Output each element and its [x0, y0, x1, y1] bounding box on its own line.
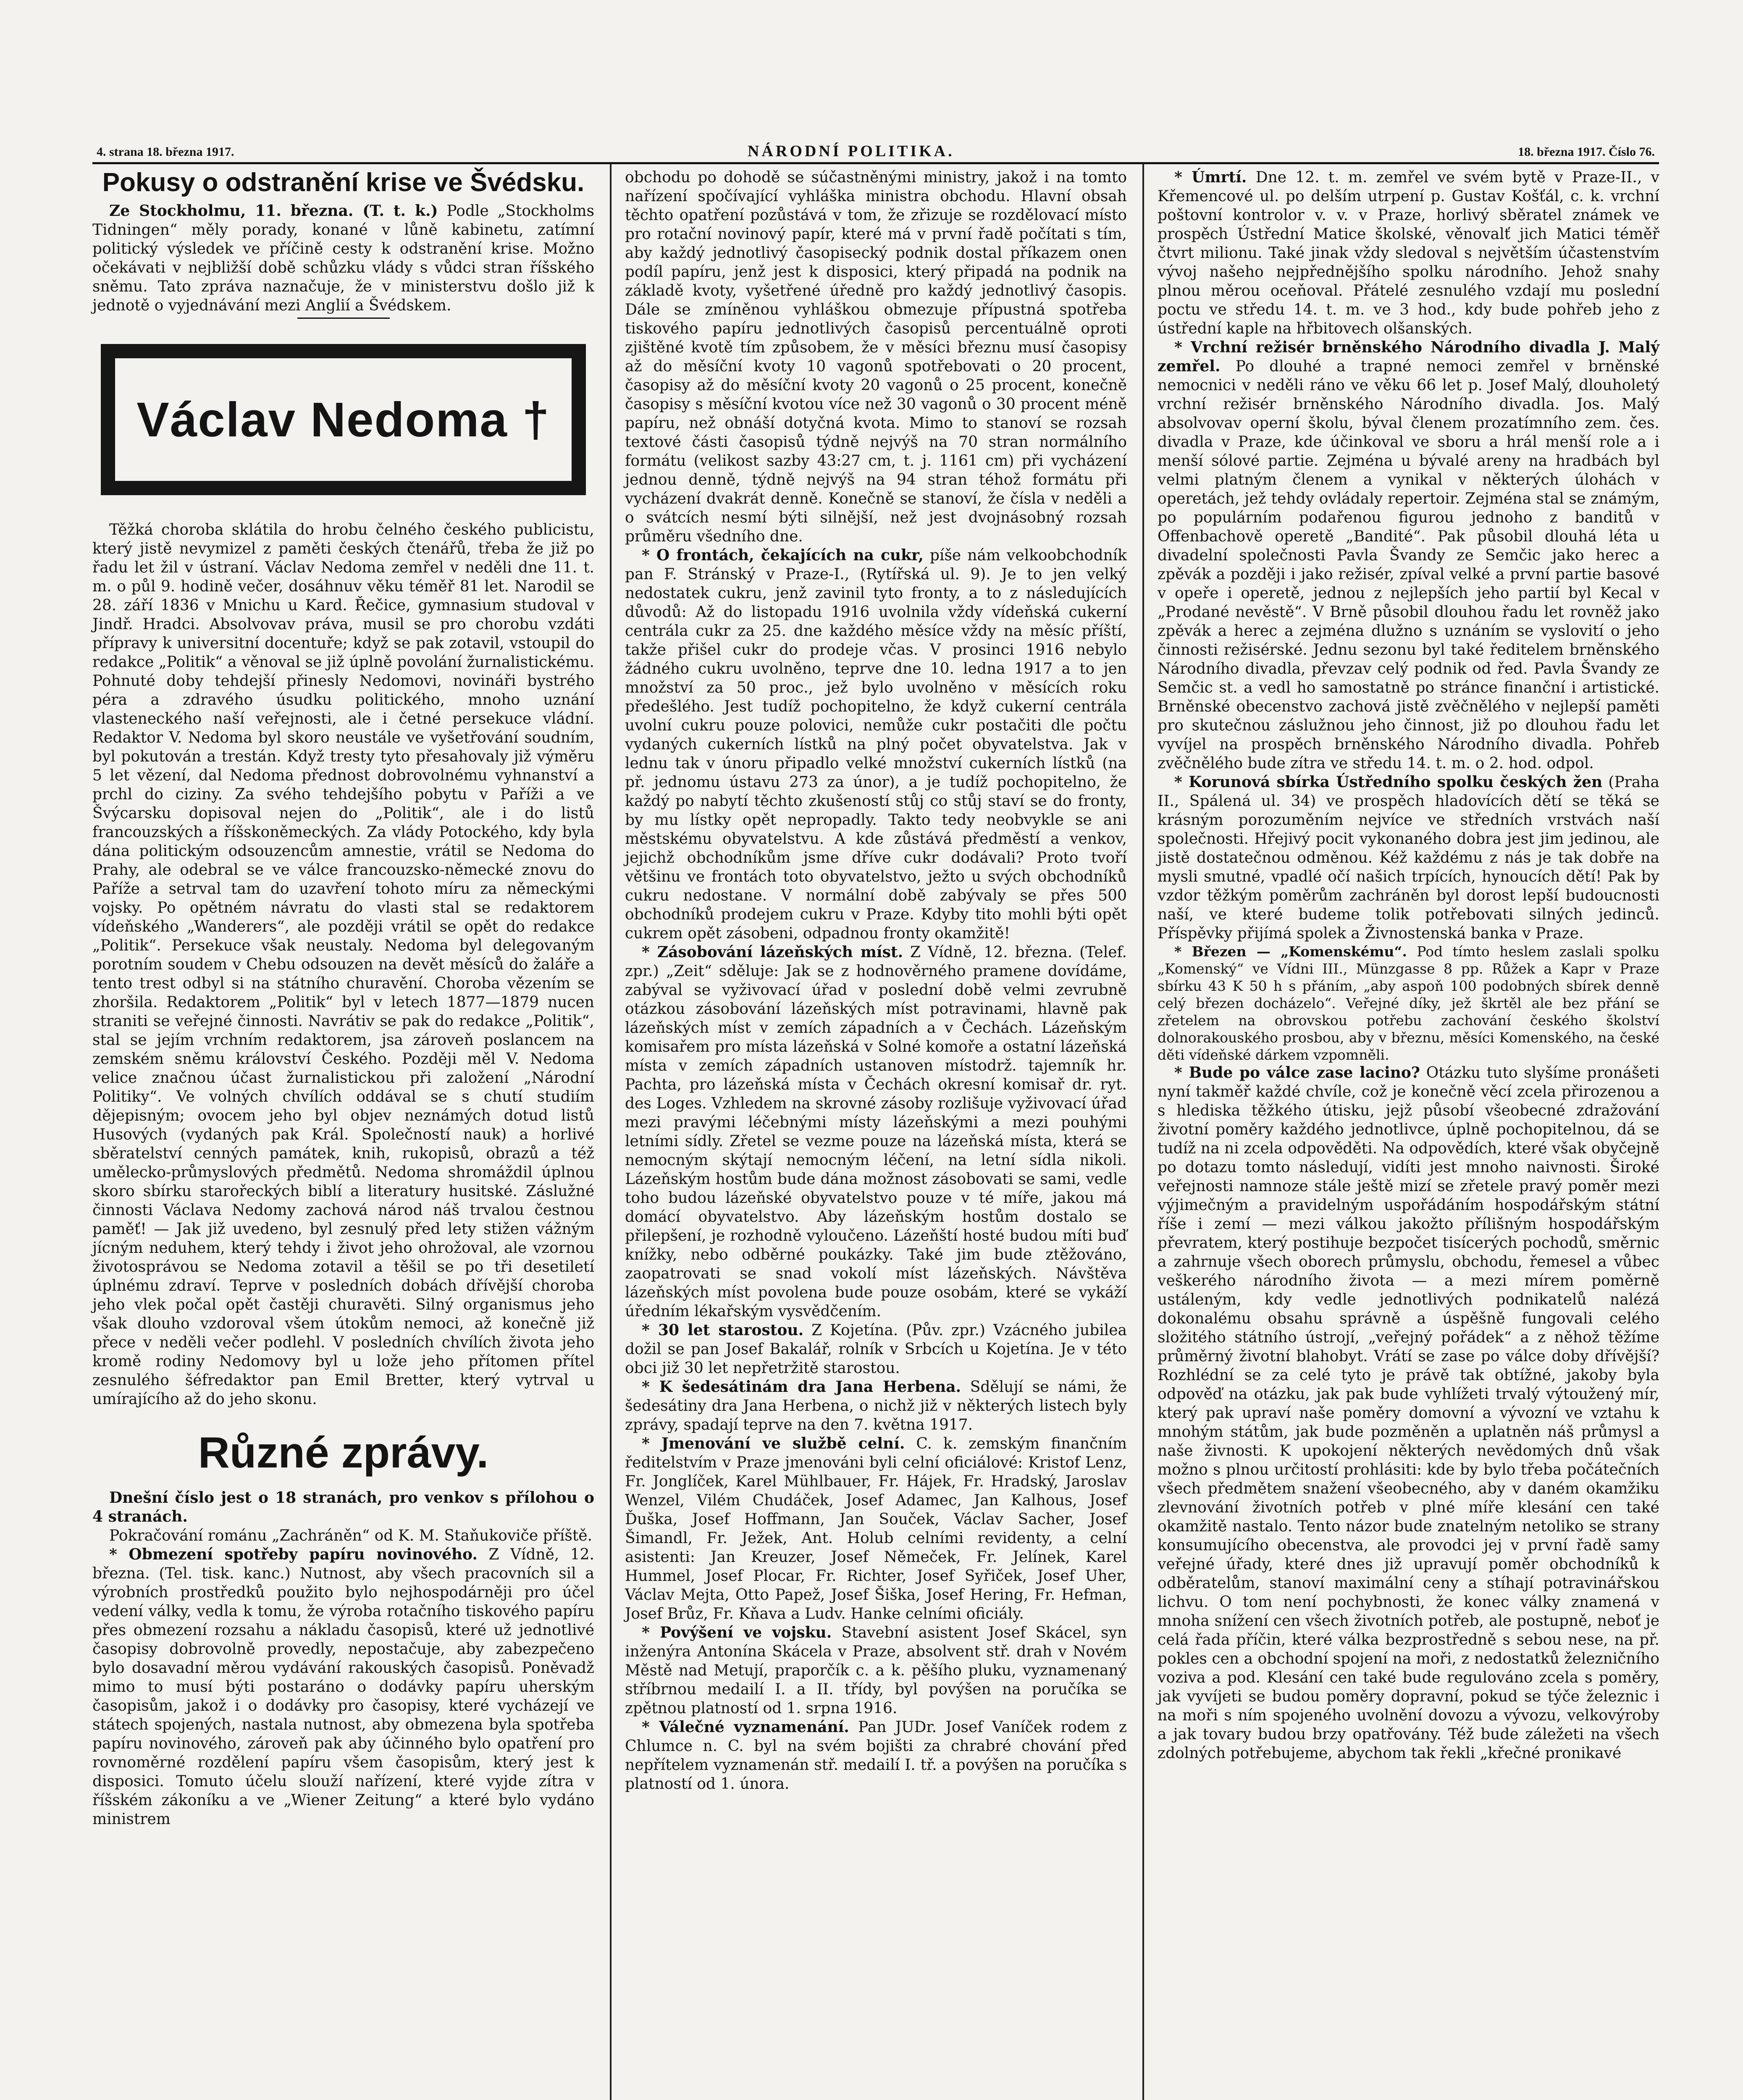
article-title: * Obmezení spotřeby papíru novinového.	[109, 1546, 478, 1563]
dateline: Ze Stockholmu, 11. března. (T. t. k.)	[109, 202, 438, 220]
article-text: Po dlouhé a trapné nemoci zemřel v brněnské nemocnici v neděli ráno ve věku 66 let p. Josef Malý, dlouholetý vrchní režisér brněnského Národního divadla. Jos. Malý absolvovav operní školu, býval členem prozatímního zem. čes. divadla v Praze, kde účinkoval ve sboru a hrál menší role a i menší sólové partie. Zejména u bývalé areny na hradbách byl velmi platným členem a vynikal v některých úlohách v operetách, jež tehdy ovládaly repertoir. Zejména stal se známým, po populárním podařenou figurou jednoho z banditů v Offenbachově operetě „Bandité“. Pak působil dlouhá léta u divadelní společnosti Pavla Švandy ze Semčic jako herec a zpěvák a později i jako režisér, zpíval velké a první partie basové v opeře i operetě, jednou z nejlepších jeho partií byl Kecal v „Prodané nevěstě“. V Brně působil dlouhou řadu let rovněž jako zpěvák a herec a zejména dlužno s uznáním se vyslovití o jeho činnosti režisérské. Jednu sezonu byl také ředitelem brněnského Národního divadla, převzav celý podnik od řed. Pavla Švandy ze Semčic st. a vedl ho samostatně po stránce finanční i artistické. Brněnské obecenstvo zachová jistě zvěčnělého v nejlepší paměti pro skutečnou záslužnou jeho činnost, již po dlouhou řadu let vyvíjel na prospěch brněnského Národního divadla. Pohřeb zvěčnělého bude zítra ve středu 14. t. m. o 2. hod. odpol.	[1158, 358, 1659, 772]
article-title: * Zásobování lázeňských míst.	[642, 943, 903, 961]
page-number-date: 4. strana 18. března 1917.	[97, 145, 234, 159]
article-headline: Pokusy o odstranění krise ve Švédsku.	[102, 168, 585, 197]
article-text: Stavební asistent Josef Skácel, syn inženýra Antonína Skácela v Praze, absolvent stř. drah v Novém Městě nad Metují, praporčík c. a k. pěšího pluku, vyznamenaný stříbrnou medailí I. a II. třídy, byl povýšen na poručíka se zpětnou platností od 1. srpna 1916.	[625, 1624, 1127, 1717]
article-paragraph	[1158, 773, 1659, 943]
article-text: Z Vídně, 12. března. (Tel. tisk. kanc.) Nutnost, aby všech pracovních sil a výrobních prostředků použito bylo nejhospodárněji pro účel vedení války, vedla k tomu, že výroba rotačního tiskového papíru přes obmezení rozsahu a nákladu časopisů, které už jednotlivé časopisy dobrovolně provedly, nepostačuje, aby zabezpečeno bylo dosavadní měrou vydávání rakouských časopisů. Poněvadž mimo to musí býti postaráno o dodávky papíru uherským časopisům, jakož i o dodávky pro časopisy, které vycházejí ve státech spojených, nastala nutnost, aby obmezena byla spotřeba papíru novinového, zároveň pak aby účinného bylo opatření pro rovnoměrné rozdělení papíru všem časopisům, který jest k disposici. Tomuto účelu slouží nařízení, které vyjde zítra v říšském zákoníku a ve „Wiener Zeitung“ a které bylo vydáno ministrem	[92, 1546, 594, 1828]
column-3	[1158, 168, 1659, 1763]
column-divider	[610, 164, 612, 2100]
article-title: * Úmrtí.	[1174, 168, 1247, 186]
article-text: Pod tímto heslem zaslali spolku „Komenský“ ve Vídni III., Münzgasse 8 pp. Růžek a Kapr v Praze sbírku 43 K 50 h s přáním, „aby aspoň 100 podobných sbírek denně celý březen docházelo“. Veřejné díky, jež škrtěl ale bez přání se zřetelem na obrovskou potřebu zachování českého školství dolnorakouského prosbou, aby v březnu, měsíci Komenského, na české děti vídeňské dárkem vzpomněli.	[1158, 943, 1659, 1063]
article-text: Z Vídně, 12. března. (Telef. zpr.) „Zeit“ sděluje: Jak se z hodnověrného pramene dovídáme, zabýval se vyživovací úřad v poslední době velmi zevrubně otázkou zásobování lázeňských míst potravinami, hlavně pak lázeňských míst v zemích západních a v Čechách. Lázeňským komisařem pro místa lázeňská v Solné komoře a ostatní lázeňská místa v zemích západních ustanoven místodrž. tajemník hr. Pachta, pro lázeňská místa v Čechách okresní komisař dr. ryt. des Loges. Vzhledem na skrovné zásoby rozlišuje vyživovací úřad mezi pravými léčebnými místy lázeňskými a mezi pouhými letními sídly. Zřetel se vezme pouze na lázeňská místa, která se nemocným skýtají nemocným léčení, na letní sídla nikoli. Lázeňským hostům bude dána možnost zásobovati se sami, vedle toho budou lázeňské obyvatelstvo pouze v té míře, jakou má domácí obyvatelstvo. Aby lázeňským hostům dostalo se přilepšení, je rozhodně vyloučeno. Lázeňští hosté budou míti buď knížky, nebo odběrné poukázky. Také jim bude ztěžováno, zaopatrovati se snad vokolí míst lázeňských. Návštěva lázeňských míst povolena bude pouze osobám, které se vykáží úředním lékařským vysvědčením.	[625, 944, 1127, 1320]
article-title: * Povýšení ve vojsku.	[642, 1624, 832, 1641]
article-paragraph	[625, 943, 1127, 1321]
article-text: Sdělují se námi, že šedesátiny dra Jana Herbena, o nichž již v některých listech byly zprávy, spadají teprve na den 7. května 1917.	[625, 1378, 1127, 1433]
article-paragraph	[1158, 1063, 1659, 1763]
newspaper-page	[92, 126, 1659, 2100]
article-paragraph	[625, 1378, 1127, 1434]
article-title: * Válečné vyznamenání.	[642, 1718, 849, 1736]
article-text: píše nám velkoobchodník pan F. Stránský v Praze-I., (Rytířská ul. 9). Je to jen velký nedostatek cukru, jenž zavinil tyto fronty, a to z následujících důvodů: Až do listopadu 1916 uvolnila vždy vídeňská cukerní centrála cukr za 25. dne každého měsíce vždy na měsíc příští, takže přišel cukr do prodeje včas. V prosinci 1916 nebylo žádného cukru uvolněno, teprve dne 10. ledna 1917 a to jen množství za 50 proc., jež bylo uvolněno v měsících roku předešlého. Jest tudíž pochopitelno, že když cukerní centrála uvolní cukru pouze polovici, nemůže cukr postačiti dle počtu vydaných cukerních lístků na plný počet obyvatelstva. Jak v lednu tak v únoru připadlo velké množství cukerních lístků (na př. jednomu ústavu 273 za únor), a je tudíž pochopitelno, že každý po nabytí těchto zkušeností stůj co stůj staví se do fronty, by mu lístky opět nepropadly. Takto tedy neobvykle se ani městskému obyvatelstvu. A kde zůstává předměstí a venkov, jejichž obchodníkům jsme dříve cukr dodávali? Proto tvoří většinu ve frontách toto obyvatelstvo, ježto u svých obchodníků cukru nedostane. V normální době zabývaly se přes 500 obchodníků prodejem cukru v Praze. Kdyby tito mohli býti opět cukrem opět zásobeni, odpadnou fronty okamžitě!	[625, 547, 1127, 942]
article-paragraph	[625, 1718, 1127, 1793]
separator-rule	[297, 318, 390, 319]
article-paragraph	[92, 202, 594, 315]
article-title: * Vrchní režisér brněnského Národního divadla J. Malý zemřel.	[1158, 339, 1659, 375]
column-2	[625, 168, 1127, 1793]
column-1	[92, 168, 594, 1829]
issue-notice: Dnešní číslo jest o 18 stranách, pro venkov s přílohou o 4 stranách.	[92, 1489, 594, 1525]
section-title: Různé zprávy.	[198, 1428, 489, 1477]
article-text: Dne 12. t. m. zemřel ve svém bytě v Praze-II., v Křemencové ul. po delším utrpení p. Gustav Košťál, c. k. vrchní poštovní kontrolor v. v. v Praze, horlivý sběratel známek ve prospěch Ústřední Matice školské, věnovalť jich Matici téměř čtvrt milionu. Také jinak vždy sledoval s největším účastenstvím vývoj našeho nejpřednějšího spolku národního. Jehož snahy plnou měrou oceňoval. Přátelé zesnulého vzdají mu poslední poctu ve středu 14. t. m. ve 3 hod., kdy bude pohřeb jeho z ústřední kaple na hřbitovech olšanských.	[1158, 169, 1659, 337]
article-paragraph	[1158, 338, 1659, 773]
article-text: Z Kojetína. (Pův. zpr.) Vzácného jubilea dožil se pan Josef Bakalář, rolník v Srbcích u Kojetína. Je v této obci již 30 let nepřetržitě starostou.	[625, 1322, 1127, 1377]
header-rule	[92, 162, 1659, 164]
article-title: * Bude po válce zase lacino?	[1174, 1064, 1420, 1082]
page-header	[92, 139, 1659, 164]
article-paragraph	[625, 546, 1127, 943]
article-text: Otázku tuto slyšíme pronášeti nyní takměř každé chvíle, což je konečně věcí zcela přirozenou a s hlediska těžkého útisku, jejž působí všeobecné zdražování životní poměry každého jednotlivce, úplně pochopitelnou, dá se tudíž na ni zcela odpověděti. Na odpovědích, které však obyčejně po dotazu tomto následují, vidíti jest mnoho naivnosti. Široké veřejnosti namnoze stále ještě mizí se zřetele pravý poměr mezi výjimečným a pravidelným uspořádáním hospodářským státní říše i zemí — mezi válkou jakožto přílišným hospodářským převratem, který postihuje bezpočet tisícerých pochodů, směrnic a zahrnuje všech oborech průmyslu, obchodu, řemesel a vůbec veškerého národního života — a mezi mírem poměrně ustáleným, kdy vedle jednotlivých podnikatelů nalézá dokonalému obsahu správně a úspěšně fungovali celého složitého státního ústrojí, „veřejný pořádek“ a z něhož těžíme průměrný životní blahobyt. Vrátí se zase po válce doby dřívější? Rozhlédní se za celé tyto je právě tak obtížné, jakoby byla odpověď na otázku, jak pak bude vyhlížeti trvalý výtoužený mír, který pak upraví naše poměry domovní a vývozní ve vztahu k mnohým státům, jak bude pozměněn a uplatněn náš průmysl a naše živnosti. K upokojení některých nevědomých dnů však možno s plnou určitostí prohlásiti: kde by bylo třeba počátečních všech předmětem snažení všeobecného, aby v daném okamžiku zlevnování životních potřeb v plné míře klesání cen také okamžitě nastalo. Tento názor bude znatelným netoliko se strany konsumujícího obecenstva, ale provodci jej v první řadě samy veřejné úřady, které dnes již upravují poměr obchodníků k odběratelům, stanoví maximální ceny a stíhají potravinářskou lichvu. O tom není pochybnosti, že konec války znamená v mnoha snížení cen všech životních potřeb, ale postupně, neboť je celá řada příčin, které válka bezprostředně s sebou nese, na př. pokles cen a obchodní spojení na moři, z nedostatků železničního voziva a pod. Klesání cen také bude regulováno zcela s poměry, jak vyvíjeti se budou poměry dopravní, pokud se týče železnic i na moři s ním spojeného uvolnění dovozu a vývozu, velkovýroby a jak tovary budou brzy opatřovány. Též bude záležeti na všech zdolných potřebujeme, abychom tak řekli „křečné pronikavé	[1158, 1064, 1659, 1762]
issue-date-number: 18. března 1917. Číslo 76.	[1518, 145, 1655, 159]
article-paragraph	[1158, 943, 1659, 1063]
obituary-title: Václav Nedoma †	[136, 392, 550, 447]
article-title: * K šedesátinám dra Jana Herbena.	[642, 1378, 961, 1396]
article-paragraph	[1158, 168, 1659, 338]
article-title: * O frontách, čekajících na cukr,	[642, 546, 924, 564]
article-paragraph	[625, 1321, 1127, 1378]
article-continuation: obchodu po dohodě se súčastněnými ministry, jakož i na tomto nařízení spočívající vyhláška ministra obchodu. Hlavní obsah těchto opatření pozůstává v tom, že zřizuje se rozdělovací místo pro rotační novinový papír, které má v první řadě počítati s tím, aby každý jednotlivý časopisecký podnik dostal příkazem onen podíl papíru, jenž jest k disposici, který připadá na podnik na základě kvoty, vyšetřené úředně pro každý jednotlivý časopis. Dále se zmíněnou vyhláškou obmezuje přípustná spotřeba tiskového papíru jednotlivých časopisů percentuálně oproti zjištěné kvotě tím způsobem, že v měsíci březnu musí časopisy až do měsíční kvoty 10 vagonů spotřebovati o 20 procent, časopisy až do měsíční kvoty 20 vagonů o 25 procent, konečně časopisy s měsíční kvotou více než 30 vagonů o 30 procent méně papíru, než obnáší dotyčná kvota. Mimo to stanoví se rozsah textové části časopisů týdně nejvýš na 70 stran normálního formátu (velikost sazby 43:27 cm, t. j. 1161 cm) při vycházení jednou denně, týdně nejvýš na 94 stran téhož formátu při vycházení dvakrát denně. Konečně se stanoví, že čísla v neděli a o svátcích nesmí býti silnější, než jest dvojnásobný rozsah průměru všedního dne.	[625, 169, 1127, 545]
article-text: (Praha II., Spálená ul. 34) ve prospěch hladovících dětí se těká se krásným porozuměním nejvíce ve středních vrstvách naší společnosti. Hřejivý pocit vykonaného dobra jest jim jedinou, ale jistě dostatečnou odměnou. Kéž každému z nás je tak dobře na mysli smutné, vpadlé očí našich trpících, hynoucích dětí! Pak by vzdor těžkým poměrům zachráněn byl dorost lepší budoucnosti naší, ve které budeme tolik potřebovati silných jedinců. Příspěvky přijímá spolek a Živnostenská banka v Praze.	[1158, 774, 1659, 942]
article-paragraph	[92, 1545, 594, 1829]
obituary-text: Těžká choroba sklátila do hrobu čelného českého publicistu, který jistě nevymizel z paměti českých čtenářů, třeba že již po řadu let žil v ústraní. Václav Nedoma zemřel v neděli dne 11. t. m. o půl 9. hodině večer, dosáhnuv věku téměř 81 let. Narodil se 28. září 1836 v Mnichu u Kard. Řečice, gymnasium studoval v Jindř. Hradci. Absolvovav práva, musil se pro chorobu vzdáti přípravy k universitní docentuře; když se pak zotavil, vstoupil do redakce „Politik“ a věnoval se již úplně povolání žurnalistickému. Pohnuté doby tehdejší přinesly Nedomovi, novináři bystrého péra a zdravého úsudku politického, mnoho uznání vlasteneckého naší veřejnosti, ale i četné persekuce vládní. Redaktor V. Nedoma byl skoro neustále ve vyšetřování soudním, byl pokutován a trestán. Když tresty tyto přesahovaly již výměru 5 let vězení, dal Nedoma přednost dobrovolnému vyhnanství a prchl do ciziny. Za svého tehdejšího pobytu v Paříži a ve Švýcarsku dopisoval nejen do „Politik“, ale i do listů francouzských a říšskoněmeckých. Za vlády Potockého, kdy byla dána politickým odsouzencům amnestie, vrátil se Nedoma do Prahy, ale odebral se ve válce francouzsko-německé znovu do Paříže a setrval tam do uzavření tohoto míru za německými vojsky. Po opětném návratu do vlasti stal se redaktorem vídeňského „Wanderers“, ale později vrátil se opět do redakce „Politik“. Persekuce však neustaly. Nedoma byl delegovaným porotním soudem v Chebu odsouzen na devět měsíců do žaláře a tento trest odbyl si na státního churavění. Choroba vězením se zhoršila. Redaktorem „Politik“ byl v letech 1877—1879 nucen straniti se veřejné činnosti. Navrátiv se pak do redakce „Politik“, stal se jejím vrchním redaktorem, jsa zároveň poslancem na zemském sněmu království Českého. Později měl V. Nedoma velice značnou účast žurnalistickou při založení „Národní Politiky“. Ve volných chvílích oddával se s chutí studiím dějepisným; ovocem jeho byl objev neznámých dotud listů Husových (vydaných pak Král. Společností nauk) a horlivé sběratelství cenných památek, knih, rukopisů, obrazů a též umělecko-průmyslových předmětů. Nedoma shromáždil úplnou skoro sbírku starořeckých biblí a literatury husitské. Záslužné činnosti Václava Nedomy zachová národ náš trvalou čestnou paměť! — Jak již uvedeno, byl zesnulý před lety stižen vážným jícným neduhem, který tehdy i život jeho ohrožoval, ale vzornou životosprávou se Nedoma zotavil a těšil se po tři desetiletí úplnému zdraví. Teprve v posledních dobách dřívější choroba jeho vlek počal opět častěji churavěti. Silný organismus jeho však dlouho vzdoroval všem útokům nemoci, až konečně již přece v neděli večer podlehl. V posledních chvílích života jeho kromě rodiny Nedomovy byl u lože jeho přítomen přítel zesnulého šéfredaktor pan Emil Bretter, který vytrval u umírajícího až do jeho skonu.	[92, 521, 594, 1408]
article-text: Pan JUDr. Josef Vaníček rodem z Chlumce n. C. byl na svém bojišti za chrabré chování před nepřítelem vyznamenán stř. medailí I. tř. a povýšen na poručíka s platností od 1. února.	[625, 1719, 1127, 1793]
article-text: Podle „Stockholms Tidningen“ měly porady, konané v lůně kabinetu, zatímní politický výsledek ve příčině cesty k odstranění krise. Možno očekávati v nejbližší době schůzku vlády s vůdci stran říšského sněmu. Tato zpráva naznačuje, že v ministerstvu došlo již k jednotě o vyjednávání mezi Anglií a Švédskem.	[92, 202, 594, 314]
novel-note: Pokračování románu „Zachráněn“ od K. M. Staňukoviče příště.	[109, 1527, 593, 1544]
article-title: * Korunová sbírka Ústředního spolku českých žen	[1174, 773, 1603, 791]
column-divider	[1142, 164, 1144, 2100]
article-paragraph	[625, 1434, 1127, 1623]
article-text: C. k. zemským finančním ředitelstvím v Praze jmenováni byli celní oficiálové: Kristof Lenz, Fr. Jonglíček, Karel Mühlbauer, Fr. Hájek, Fr. Hradský, Jaroslav Wenzel, Vilém Chudáček, Josef Adamec, Jan Kalhous, Josef Ďuška, Josef Hoffmann, Jan Souček, Václav Sacher, Josef Šimandl, Fr. Ježek, Ant. Holub celními revidenty, a celní asistenti: Jan Kreuzer, Josef Němeček, Fr. Jelínek, Karel Hummel, Josef Plocar, Fr. Richter, Josef Syřiček, Josef Uher, Václav Mejta, Otto Papež, Josef Šiška, Josef Hering, Fr. Hefman, Josef Brůz, Fr. Kňava a Ludv. Hanke celními oficiály.	[625, 1435, 1127, 1622]
article-paragraph	[625, 1623, 1127, 1718]
article-title: * 30 let starostou.	[642, 1321, 804, 1339]
newspaper-masthead: NÁRODNÍ POLITIKA.	[748, 142, 955, 160]
obituary-frame	[101, 344, 586, 495]
article-title: * Březen — „Komenskému“.	[1174, 943, 1407, 960]
article-title: * Jmenování ve službě celní.	[642, 1435, 905, 1452]
